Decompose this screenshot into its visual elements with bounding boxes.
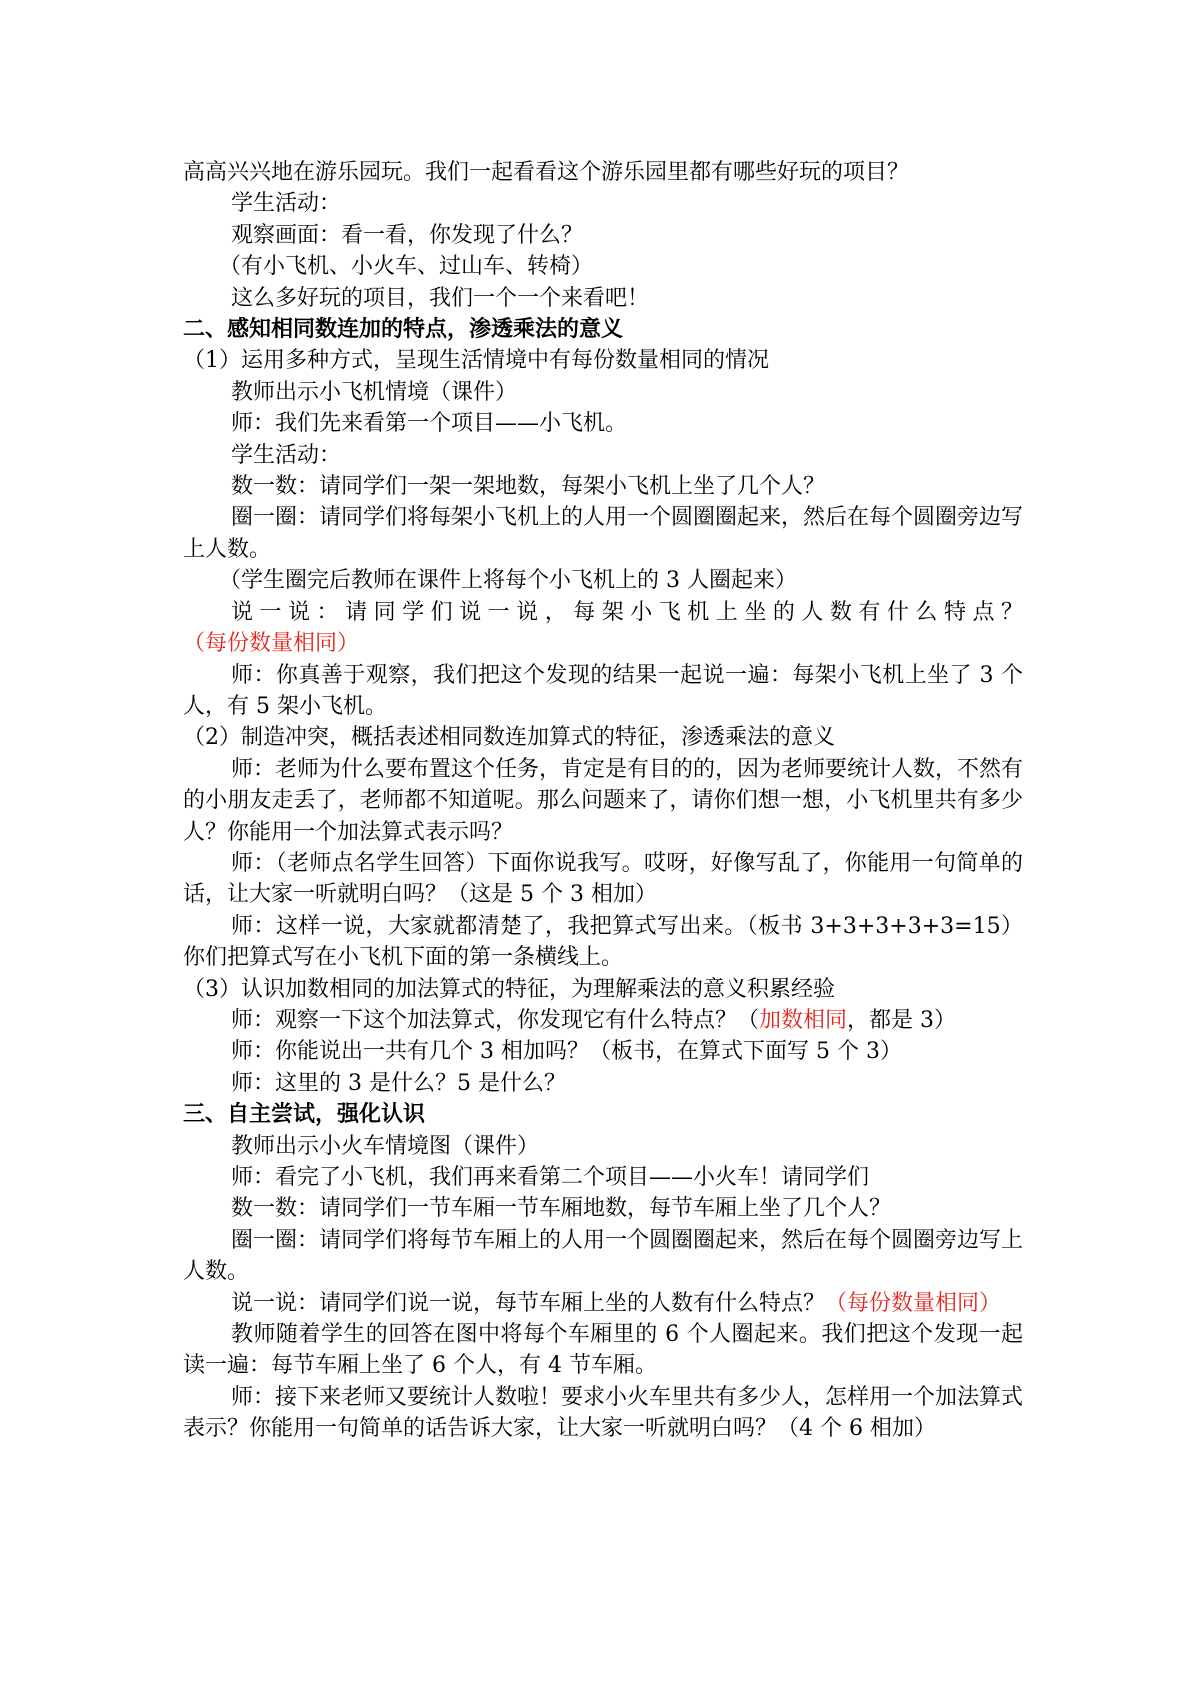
paragraph: （有小飞机、小火车、过山车、转椅） xyxy=(219,254,594,280)
paragraph xyxy=(183,597,1023,660)
paragraph: 师：你真善于观察，我们把这个发现的结果一起说一遍：每架小飞机上坐了 3 个人，有 5 架小飞机。 xyxy=(183,662,1023,719)
paragraph: 师：我们先来看第一个项目——小飞机。 xyxy=(231,411,628,437)
paragraph xyxy=(183,1005,1023,1036)
paragraph: 教师出示小飞机情境（课件） xyxy=(231,379,518,405)
paragraph: 高高兴兴地在游乐园玩。我们一起看看这个游乐园里都有哪些好玩的项目？ xyxy=(183,160,910,185)
paragraph: 师：你能说出一共有几个 3 相加吗？（板书，在算式下面写 5 个 3） xyxy=(231,1039,902,1065)
document-body xyxy=(183,157,1023,1445)
paragraph: 师：老师为什么要布置这个任务，肯定是有目的的，因为老师要统计人数，不然有的小朋友走丢了，老师都不知道呢。那么问题来了，请你们想一想，小飞机里共有多少人？你能用一个加法算式表示吗？ xyxy=(183,756,1024,845)
paragraph: 圈一圈：请同学们将每节车厢上的人用一个圆圈圈起来，然后在每个圆圈旁边写上人数。 xyxy=(183,1227,1024,1285)
paragraph: 教师出示小火车情境图（课件） xyxy=(231,1133,540,1159)
paragraph: 这么多好玩的项目，我们一个一个来看吧！ xyxy=(231,285,650,311)
paragraph: 教师随着学生的回答在图中将每个车厢里的 6 个人圈起来。我们把这个发现一起读一遍：每节车厢上坐了 6 个人，有 4 节车厢。 xyxy=(183,1322,1023,1379)
section-heading: 三、自主尝试，强化认识 xyxy=(183,1102,426,1128)
paragraph: 数一数：请同学们一节车厢一节车厢地数，每节车厢上坐了几个人？ xyxy=(231,1196,892,1222)
paragraph: 师：这里的 3 是什么？5 是什么？ xyxy=(231,1070,566,1096)
paragraph-text: 说一说：请同学们说一说，每架小飞机上坐的人数有什么特点？ xyxy=(231,599,1023,625)
section-heading: 二、感知相同数连加的特点，渗透乘法的意义 xyxy=(183,317,624,343)
subsection-heading: （1）运用多种方式，呈现生活情境中有每份数量相同的情况 xyxy=(183,348,769,374)
subsection-heading: （3）认识加数相同的加法算式的特征，为理解乘法的意义积累经验 xyxy=(183,976,835,1002)
paragraph-text: ，都是 3） xyxy=(847,1007,957,1033)
paragraph: 师：（老师点名学生回答）下面你说我写。哎呀，好像写乱了，你能用一句简单的话，让大家一听就明白吗？（这是 5 个 3 相加） xyxy=(183,850,1023,908)
paragraph: （学生圈完后教师在课件上将每个小飞机上的 3 人圈起来） xyxy=(219,568,797,594)
highlighted-answer: 加数相同 xyxy=(759,1007,848,1033)
paragraph-text: 师：观察一下这个加法算式，你发现它有什么特点？（ xyxy=(231,1007,760,1033)
paragraph: 圈一圈：请同学们将每架小飞机上的人用一个圆圈圈起来，然后在每个圆圈旁边写上人数。 xyxy=(183,505,1024,562)
paragraph: 数一数：请同学们一架一架地数，每架小飞机上坐了几个人？ xyxy=(231,474,826,500)
paragraph-text: 说一说：请同学们说一说，每节车厢上坐的人数有什么特点？ xyxy=(231,1290,826,1316)
subsection-heading: （2）制造冲突，概括表述相同数连加算式的特征，渗透乘法的意义 xyxy=(183,725,835,751)
paragraph: 学生活动： xyxy=(231,191,342,217)
paragraph: 学生活动： xyxy=(231,442,342,468)
paragraph xyxy=(183,1288,1023,1319)
paragraph: 师：接下来老师又要统计人数啦！要求小火车里共有多少人，怎样用一个加法算式表示？你能用一句简单的话告诉大家，让大家一听就明白吗？（4 个 6 相加） xyxy=(183,1384,1024,1442)
highlighted-answer: （每份数量相同） xyxy=(825,1290,1002,1316)
paragraph: 师：看完了小飞机，我们再来看第二个项目——小火车！请同学们 xyxy=(231,1165,870,1190)
paragraph: 师：这样一说，大家就都清楚了，我把算式写出来。（板书 3+3+3+3+3=15）你们把算式写在小飞机下面的第一条横线上。 xyxy=(183,913,1023,971)
paragraph: 观察画面：看一看，你发现了什么？ xyxy=(231,222,584,248)
highlighted-answer: （每份数量相同） xyxy=(183,631,360,657)
